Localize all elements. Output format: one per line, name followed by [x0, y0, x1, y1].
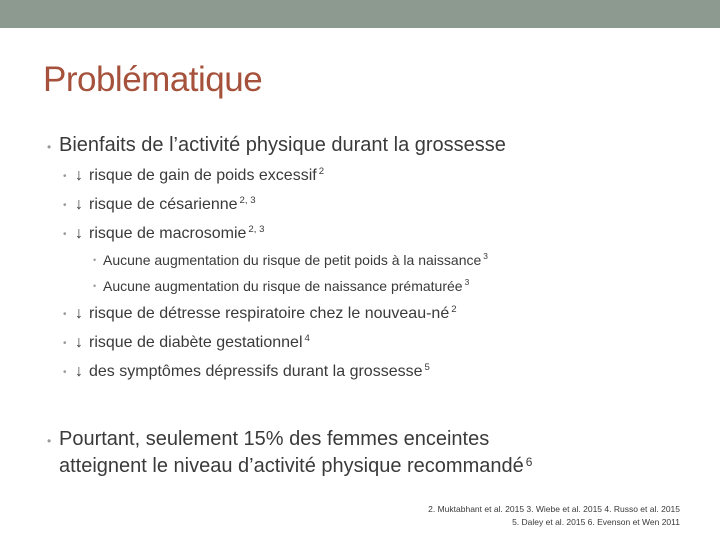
slide-title: Problématique [43, 60, 263, 99]
sub-bullet-text: risque de gain de poids excessif [89, 167, 317, 184]
reference-superscript: 6 [525, 455, 533, 469]
sub-sub-bullet-text: Aucune augmentation du risque de petit poids à la naissance [103, 252, 482, 268]
bullet-dot: • [63, 367, 67, 378]
references-line1: 2. Muktabhant et al. 2015 3. Wiebe et al. 2015 4. Russo et al. 2015 [428, 504, 680, 514]
down-arrow-icon: ↓ [75, 363, 83, 380]
bullet-text: Bienfaits de l’activité physique durant la grossesse [59, 134, 506, 156]
bullet-point-however-continued [59, 455, 532, 478]
sub-bullet-text: des symptômes dépressifs durant la grossesse [89, 363, 423, 380]
bullet-dot: • [47, 434, 52, 448]
bullet-text-line1: Pourtant, seulement 15% des femmes enceintes [59, 428, 490, 450]
down-arrow-icon: ↓ [75, 196, 83, 213]
reference-superscript: 5 [424, 362, 430, 373]
sub-bullet-text: risque de diabète gestationnel [89, 334, 303, 351]
reference-superscript: 3 [483, 251, 488, 261]
bullet-point-benefits [47, 134, 506, 157]
sub-bullet-depressive-symptoms [63, 362, 430, 381]
bullet-dot: • [63, 338, 67, 349]
sub-bullet-text: risque de césarienne [89, 196, 238, 213]
bullet-dot: • [47, 140, 52, 154]
sub-sub-bullet-text: Aucune augmentation du risque de naissance prématurée [103, 278, 463, 294]
down-arrow-icon: ↓ [75, 305, 83, 322]
sub-bullet-text: risque de macrosomie [89, 225, 247, 242]
sub-bullet-gestational-diabetes [63, 333, 310, 352]
bullet-dot: • [63, 309, 67, 320]
sub-sub-bullet-premature [93, 277, 470, 294]
down-arrow-icon: ↓ [75, 334, 83, 351]
bullet-dot: • [93, 281, 97, 291]
down-arrow-icon: ↓ [75, 225, 83, 242]
bullet-point-however [47, 428, 490, 451]
bullet-text-line2: atteignent le niveau d’activité physique recommandé [59, 455, 524, 477]
reference-superscript: 2 [318, 166, 325, 177]
bullet-dot: • [93, 255, 97, 265]
sub-bullet-text: risque de détresse respiratoire chez le nouveau-né [89, 305, 450, 322]
references [428, 503, 680, 529]
sub-bullet-respiratory-distress [63, 304, 457, 323]
references-line2: 5. Daley et al. 2015 6. Evenson et Wen 2011 [512, 517, 680, 527]
reference-superscript: 2, 3 [239, 195, 256, 206]
reference-superscript: 2, 3 [248, 224, 265, 235]
sub-sub-bullet-birth-weight [93, 251, 488, 268]
reference-superscript: 3 [464, 277, 470, 287]
bullet-dot: • [63, 229, 67, 240]
sub-bullet-cesarean [63, 195, 256, 214]
bullet-dot: • [63, 200, 67, 211]
sub-bullet-macrosomia [63, 224, 265, 243]
sub-bullet-weight-gain [63, 166, 325, 185]
reference-superscript: 2 [451, 304, 457, 315]
down-arrow-icon: ↓ [75, 167, 83, 184]
reference-superscript: 4 [304, 333, 310, 344]
bullet-dot: • [63, 171, 67, 182]
